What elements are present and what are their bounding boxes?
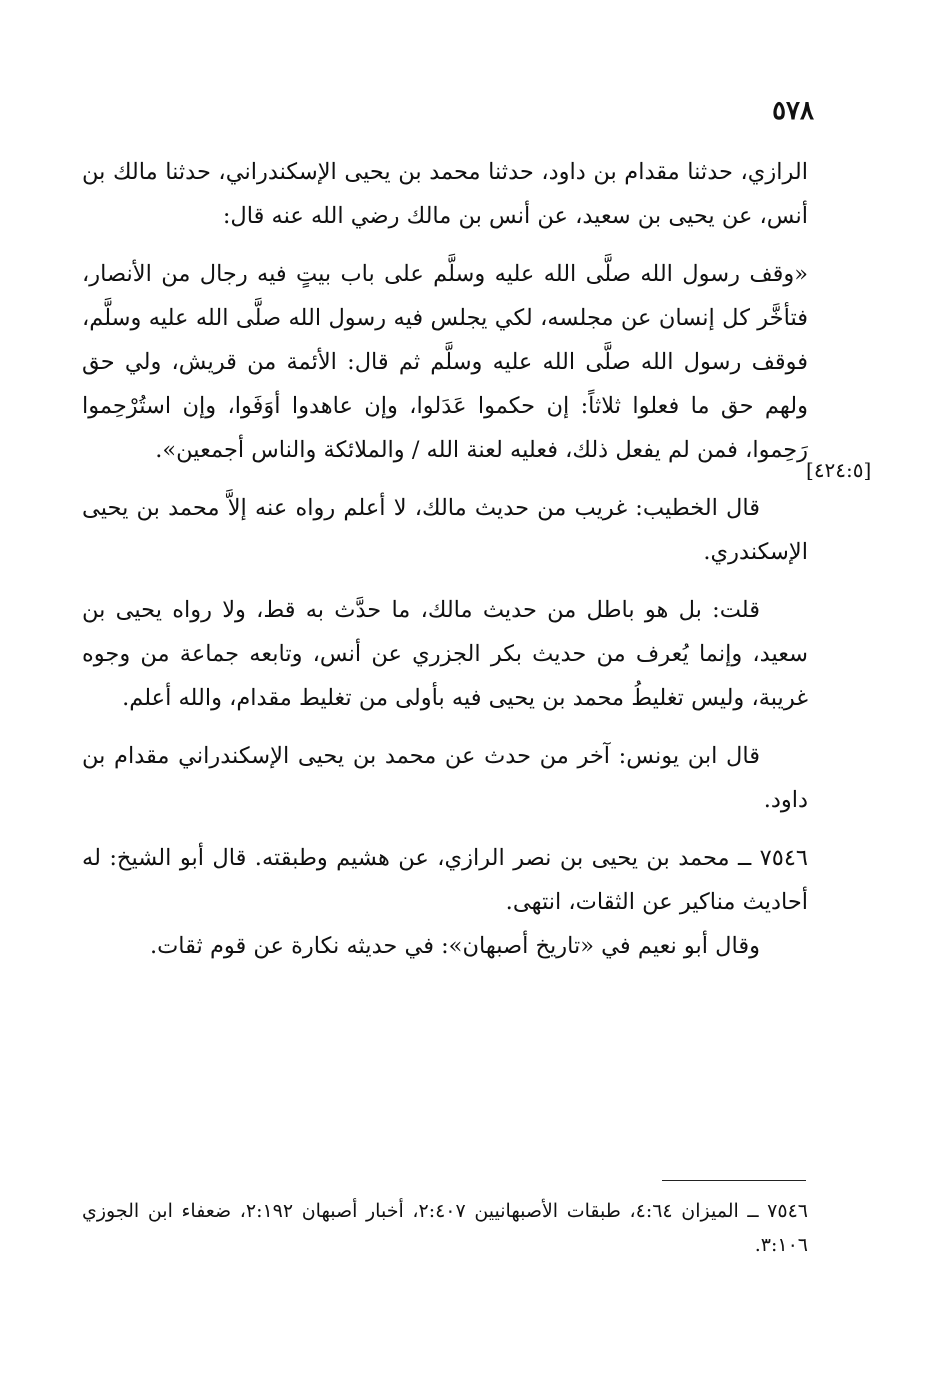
main-text [82, 150, 808, 968]
paragraph-qultu: قلت: بل هو باطل من حديث مالك، ما حدَّث به قط، ولا رواه يحيى بن سعيد، وإنما يُعرف من حديث بكر الجزري عن أنس، وتابعه جماعة من وجوه غريبة، وليس تغليطُ محمد بن يحيى فيه بأولى من تغليط مقدام، والله أعلم. [82, 597, 808, 711]
page-number: ٥٧٨ [772, 96, 814, 126]
paragraph-hadith: «وقف رسول الله صلَّى الله عليه وسلَّم على باب بيتٍ فيه رجال من الأنصار، فتأخَّر كل إنسان عن مجلسه، لكي يجلس فيه رسول الله صلَّى الله عليه وسلَّم، فوقف رسول الله صلَّى الله عليه وسلَّم ثم قال: الأئمة من قريش، ولي حق ولهم حق ما فعلوا ثلاثاً: إن حكموا عَدَلوا، وإن عاهدوا أوَفَوا، وإن استُرْحِموا رَحِموا، فمن لم يفعل ذلك، فعليه لعنة الله / والملائكة والناس أجمعين». [82, 261, 808, 463]
margin-reference: [٤٢٤:٥] [806, 458, 872, 482]
paragraph-khatib: قال الخطيب: غريب من حديث مالك، لا أعلم رواه عنه إلاَّ محمد بن يحيى الإسكندري. [82, 495, 808, 565]
footnote-text: ٧٥٤٦ ــ الميزان ٤:٦٤، طبقات الأصبهانيين ٢:٤٠٧، أخبار أصبهان ٢:١٩٢، ضعفاء ابن الجوزي ٣:١٠٦. [82, 1200, 808, 1256]
paragraph-isnad: الرازي، حدثنا مقدام بن داود، حدثنا محمد بن يحيى الإسكندراني، حدثنا مالك بن أنس، عن يحيى بن سعيد، عن أنس بن مالك رضي الله عنه قال: [82, 159, 808, 229]
footnote-section [82, 1194, 808, 1262]
paragraph-ibn-yunus: قال ابن يونس: آخر من حدث عن محمد بن يحيى الإسكندراني مقدام بن داود. [82, 743, 808, 813]
footnote-divider [662, 1180, 806, 1181]
paragraph-abu-nuaym: وقال أبو نعيم في «تاريخ أصبهان»: في حديثه نكارة عن قوم ثقات. [149, 933, 760, 959]
paragraph-entry-7546: ٧٥٤٦ ــ محمد بن يحيى بن نصر الرازي، عن هشيم وطبقته. قال أبو الشيخ: له أحاديث مناكير عن الثقات، انتهى. [82, 845, 808, 915]
